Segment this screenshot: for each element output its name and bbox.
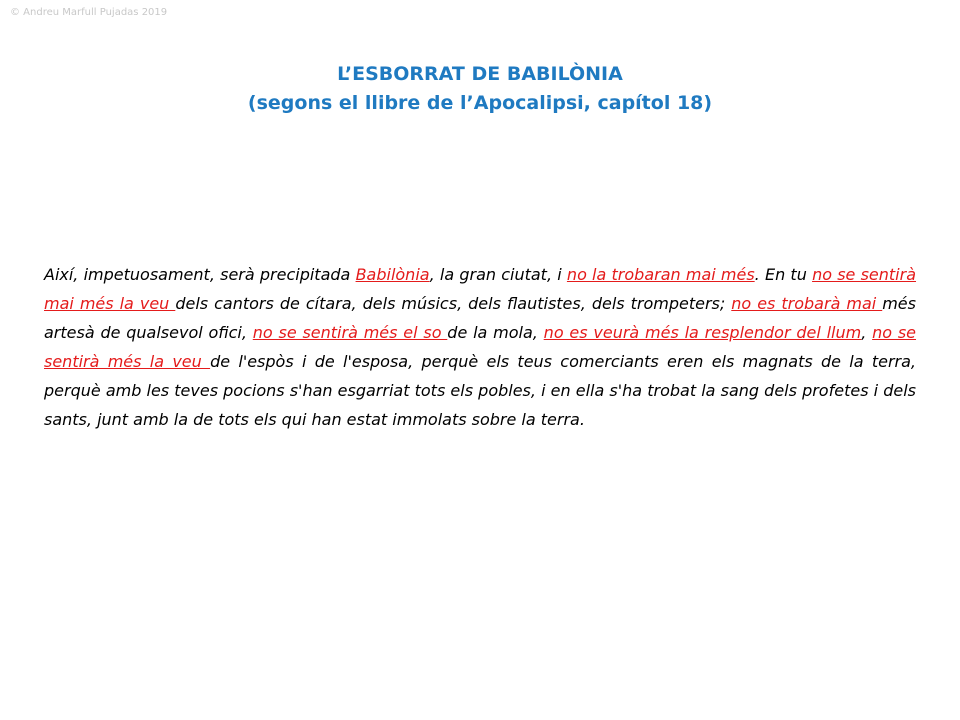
passage-segment: dels cantors de cítara, dels músics, dels flautistes, dels trompeters;	[175, 294, 732, 313]
passage-segment: de l'espòs i de l'esposa, perquè els teus comerciants eren els magnats de la terra, perquè amb les teves pocions s'han esgarriat tots els pobles, i en ella s'ha trobat la sang dels profetes i dels sants, junt amb la de tots els qui han estat immolats sobre la terra.	[44, 352, 917, 429]
highlighted-phrase: no se sentirà mai més la veu	[44, 265, 917, 313]
passage-segment: més artesà de qualsevol ofici,	[44, 294, 916, 342]
highlighted-phrase: no se sentirà més el so	[252, 323, 448, 342]
passage-segment: ,	[861, 323, 873, 342]
highlighted-phrase: no es trobarà mai	[731, 294, 883, 313]
passage-segment: Així, impetuosament, serà precipitada	[44, 265, 356, 284]
title-main: L’ESBORRAT DE BABILÒNIA	[337, 63, 623, 85]
passage-segment: , la gran ciutat, i	[429, 265, 567, 284]
title-subtitle: (segons el llibre de l’Apocalipsi, capítol 18)	[247, 92, 713, 114]
highlighted-phrase: no se sentirà més la veu	[44, 323, 917, 371]
scripture-passage	[44, 260, 916, 434]
highlighted-phrase: Babilònia	[355, 265, 430, 284]
passage-segment: . En tu	[754, 265, 813, 284]
highlighted-phrase: no es veurà més la resplendor del llum	[543, 323, 862, 342]
passage-segment: de la mola,	[447, 323, 544, 342]
page-title	[0, 60, 960, 118]
copyright-notice: © Andreu Marfull Pujadas 2019	[10, 7, 168, 18]
highlighted-phrase: no la trobaran mai més	[566, 265, 755, 284]
